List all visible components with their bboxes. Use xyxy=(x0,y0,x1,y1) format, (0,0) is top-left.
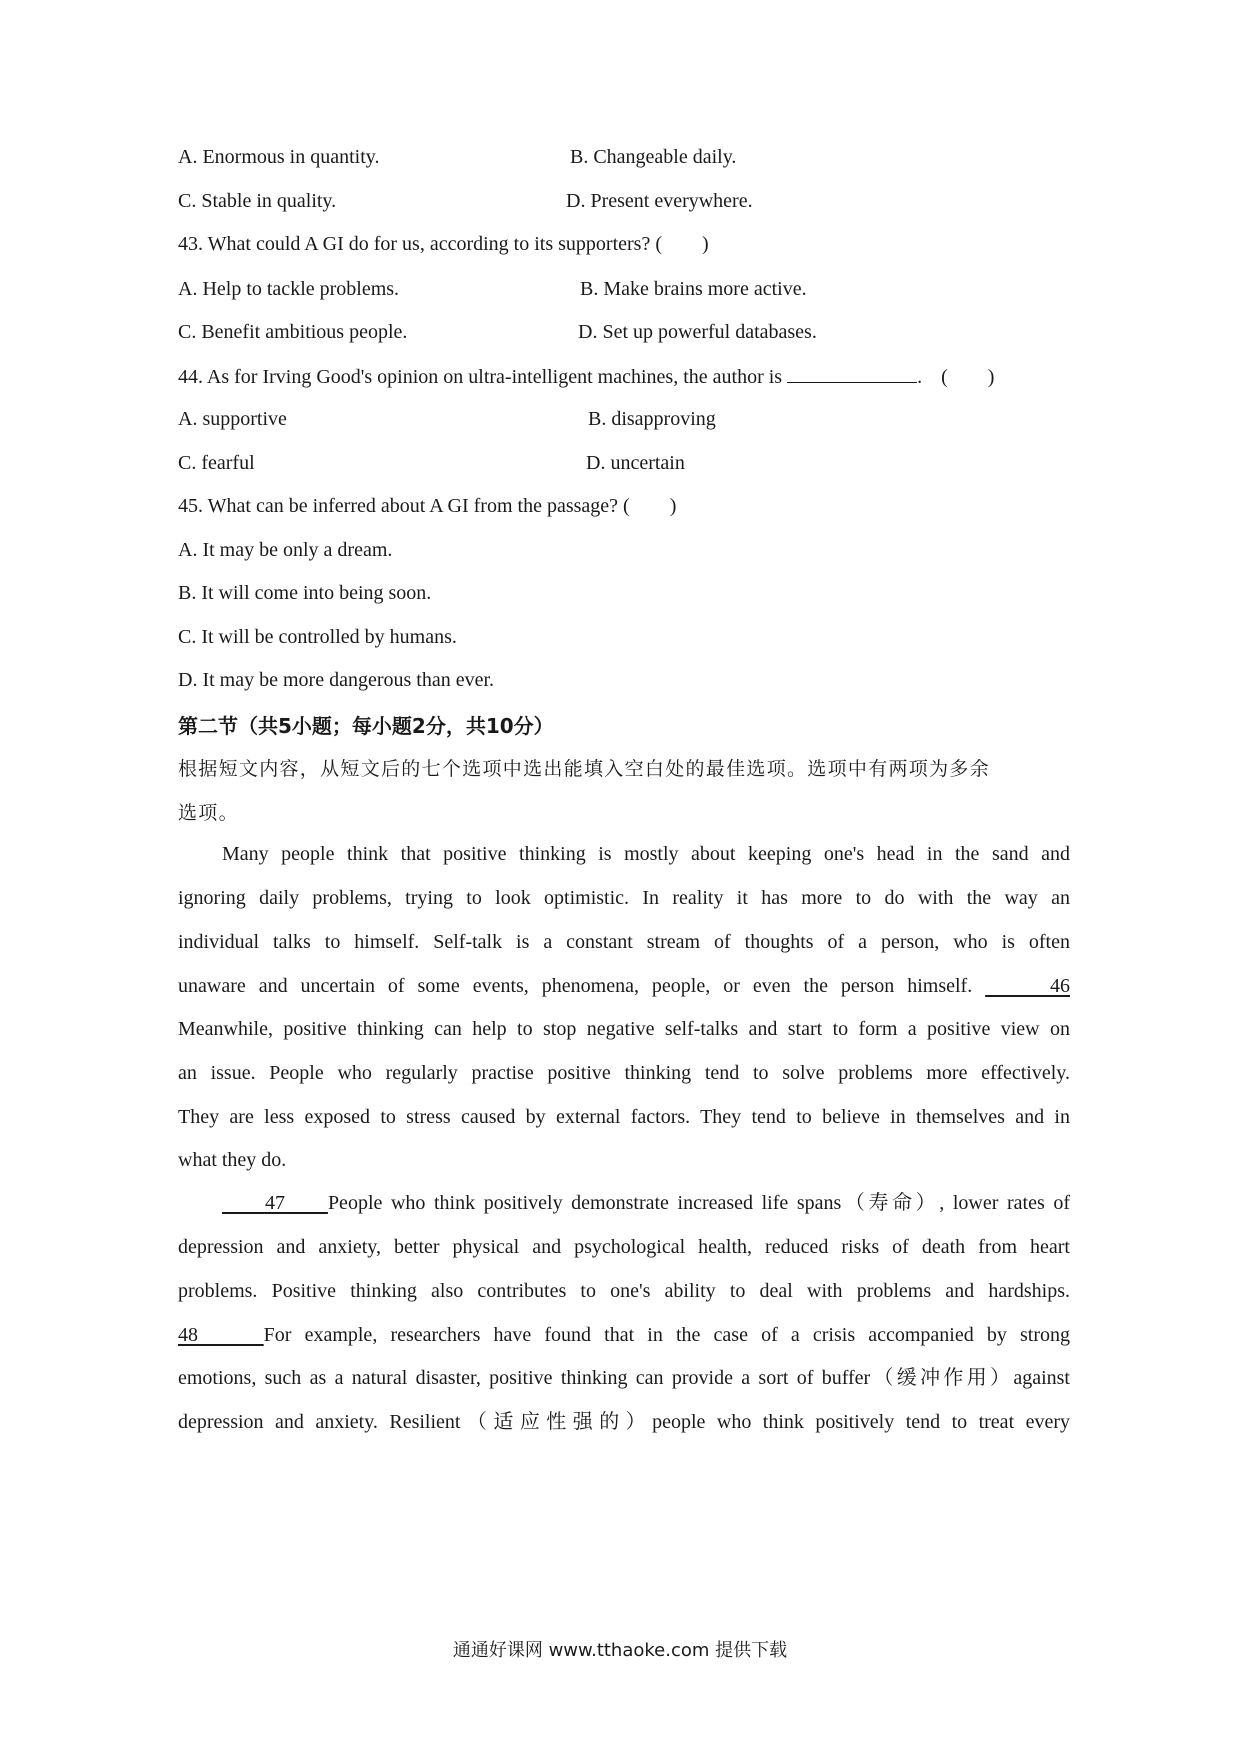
q44-answer-paren: ( ) xyxy=(941,366,995,388)
passage-p2-line-4 xyxy=(178,1322,1070,1348)
page-footer: 通通好课网 www.tthaoke.com 提供下载 xyxy=(452,1640,788,1661)
q43-option-b: B. Make brains more active. xyxy=(580,278,807,300)
blank-47-number: 47 xyxy=(264,1192,285,1214)
section-2-instruction-line-1: 根据短文内容，从短文后的七个选项中选出能填入空白处的最佳选项。选项中有两项为多余 xyxy=(178,758,991,780)
passage-p1-line-2: ignoring daily problems, trying to look optimistic. In reality it has more to do with the way an xyxy=(178,887,1070,909)
passage-p1-line-4 xyxy=(178,973,1070,999)
q45-answer-paren: ( ) xyxy=(623,495,677,517)
q44-option-b: B. disapproving xyxy=(588,408,716,430)
passage-p1-line-8: what they do. xyxy=(178,1149,287,1171)
passage-p2-line-1 xyxy=(222,1190,1070,1216)
passage-p2-line-3: problems. Positive thinking also contributes to one's ability to deal with problems and hardships. xyxy=(178,1280,1070,1302)
q45-option-b: B. It will come into being soon. xyxy=(178,582,432,604)
q43-option-c: C. Benefit ambitious people. xyxy=(178,321,408,343)
passage-p1-line-3: individual talks to himself. Self-talk is a constant stream of thoughts of a person, who is often xyxy=(178,931,1070,953)
q42-option-a: A. Enormous in quantity. xyxy=(178,146,380,168)
q43-stem-text: 43. What could A GI do for us, according to its supporters? xyxy=(178,233,651,255)
passage-p1-line-6: an issue. People who regularly practise positive thinking tend to solve problems more effectively. xyxy=(178,1062,1070,1084)
q44-stem-text: 44. As for Irving Good's opinion on ultra-intelligent machines, the author is xyxy=(178,366,783,388)
q44-option-d: D. uncertain xyxy=(586,452,685,474)
passage-p2-line-4-text: For example, researchers have found that in the case of a crisis accompanied by strong xyxy=(263,1324,1070,1346)
q44-stem-end: . xyxy=(917,366,923,388)
passage-p2-line-5: emotions, such as a natural disaster, positive thinking can provide a sort of buffer（缓冲作用）against xyxy=(178,1367,1070,1389)
passage-p1-line-5: Meanwhile, positive thinking can help to stop negative self-talks and start to form a positive view on xyxy=(178,1018,1070,1040)
passage-p2-line-2: depression and anxiety, better physical and psychological health, reduced risks of death from heart xyxy=(178,1236,1070,1258)
q44-option-c: C. fearful xyxy=(178,452,255,474)
section-2-instruction-line-2: 选项。 xyxy=(178,802,239,824)
passage-p1-line-1: Many people think that positive thinking is mostly about keeping one's head in the sand and xyxy=(222,843,1070,865)
q42-option-d: D. Present everywhere. xyxy=(566,190,753,212)
q45-option-a: A. It may be only a dream. xyxy=(178,539,393,561)
q45-stem-text: 45. What can be inferred about A GI from the passage? xyxy=(178,495,619,517)
passage-p2-line-6: depression and anxiety. Resilient（适应性强的）people who think positively tend to treat every xyxy=(178,1411,1070,1433)
q44-stem xyxy=(178,362,994,390)
blank-46 xyxy=(985,975,1070,997)
q45-stem xyxy=(178,493,676,519)
blank-47 xyxy=(222,1192,328,1214)
section-2-title: 第二节（共5小题；每小题2分，共10分） xyxy=(178,714,554,738)
q43-option-a: A. Help to tackle problems. xyxy=(178,278,400,300)
q44-answer-blank xyxy=(787,362,917,383)
passage-p1-line-7: They are less exposed to stress caused by external factors. They tend to believe in themselves and in xyxy=(178,1106,1070,1128)
q43-option-d: D. Set up powerful databases. xyxy=(578,321,817,343)
blank-48 xyxy=(178,1324,264,1346)
blank-46-number: 46 xyxy=(1050,975,1071,997)
q43-stem xyxy=(178,231,709,257)
q45-option-d: D. It may be more dangerous than ever. xyxy=(178,669,495,691)
q45-option-c: C. It will be controlled by humans. xyxy=(178,626,457,648)
q44-option-a: A. supportive xyxy=(178,408,287,430)
passage-p1-line-4-text: unaware and uncertain of some events, phenomena, people, or even the person himself. xyxy=(178,975,973,997)
passage-p2-line-1-text: People who think positively demonstrate increased life spans（寿命）, lower rates of xyxy=(327,1192,1070,1214)
blank-48-number: 48 xyxy=(178,1324,198,1346)
q43-answer-paren: ( ) xyxy=(655,233,709,255)
q42-option-b: B. Changeable daily. xyxy=(570,146,737,168)
q42-option-c: C. Stable in quality. xyxy=(178,190,337,212)
